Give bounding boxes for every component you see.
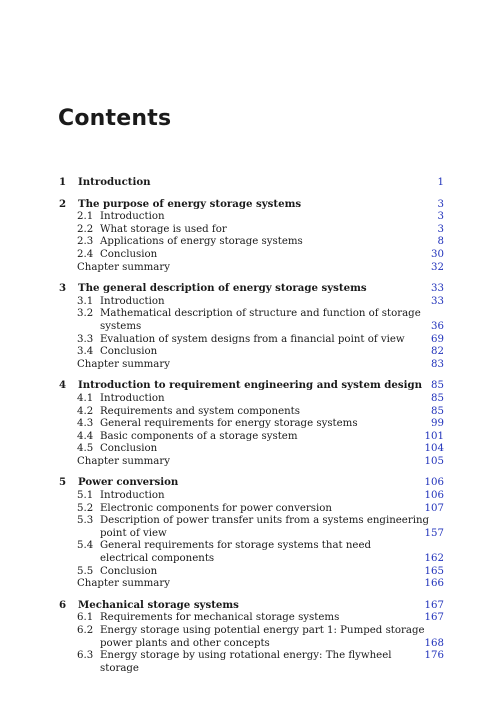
page-number-link[interactable]: 85 xyxy=(431,392,444,404)
section-title: Introduction xyxy=(100,392,165,404)
toc-chapter-entry[interactable] xyxy=(58,176,444,190)
section-title: General requirements for storage systems that need xyxy=(100,540,372,552)
page-number-link[interactable]: 85 xyxy=(431,380,444,392)
chapter-summary-label: Chapter summary xyxy=(77,358,170,370)
toc-section-entry[interactable] xyxy=(58,625,444,638)
chapter-summary-label: Chapter summary xyxy=(77,261,170,273)
chapter-summary-label: Chapter summary xyxy=(77,455,170,467)
toc-section-entry[interactable] xyxy=(58,443,444,456)
section-title: Description of power transfer units from a systems engineering xyxy=(100,515,430,527)
section-number: 4.4 xyxy=(77,430,94,442)
page-number-link[interactable]: 8 xyxy=(437,236,444,248)
toc-section-entry[interactable] xyxy=(58,224,444,237)
section-title: Conclusion xyxy=(100,346,158,358)
page-number-link[interactable]: 107 xyxy=(424,502,444,514)
section-number: 4.3 xyxy=(77,418,94,430)
page-number-link[interactable]: 105 xyxy=(424,455,444,467)
section-number: 5.1 xyxy=(77,490,94,502)
page-number-link[interactable]: 99 xyxy=(431,418,444,430)
section-number: 3.4 xyxy=(77,346,94,358)
section-number: 2.1 xyxy=(77,211,94,223)
section-title: Introduction xyxy=(100,490,165,502)
page-number-link[interactable]: 157 xyxy=(424,527,444,539)
toc-section-entry[interactable] xyxy=(58,612,444,625)
section-title: Requirements and system components xyxy=(100,405,301,417)
section-title: Introduction xyxy=(100,211,165,223)
table-of-contents xyxy=(58,174,444,675)
section-title: Conclusion xyxy=(100,248,158,260)
section-title: Electronic components for power conversion xyxy=(100,502,332,514)
section-title: Conclusion xyxy=(100,443,158,455)
section-number: 4.2 xyxy=(77,405,94,417)
section-number: 4.1 xyxy=(77,392,94,404)
section-number: 4.5 xyxy=(77,443,94,455)
page-number-link[interactable]: 3 xyxy=(437,223,444,235)
page-number-link[interactable]: 1 xyxy=(437,177,444,188)
toc-chapter-entry[interactable] xyxy=(58,198,444,212)
toc-section-entry[interactable] xyxy=(58,296,444,309)
chapter-number: 3 xyxy=(59,282,67,295)
page-number-link[interactable]: 69 xyxy=(431,333,444,345)
chapter-title: The general description of energy storage systems xyxy=(78,282,367,295)
page-number-link[interactable]: 106 xyxy=(424,477,444,489)
chapter-title: Introduction to requirement engineering and system design xyxy=(78,379,423,392)
section-number: 2.4 xyxy=(77,248,94,260)
section-number: 5.3 xyxy=(77,515,94,527)
chapter-number: 2 xyxy=(59,197,67,210)
chapter-summary-label: Chapter summary xyxy=(77,578,170,590)
chapter-number: 5 xyxy=(59,476,67,489)
page-number-link[interactable]: 82 xyxy=(431,346,444,358)
page-number-link[interactable]: 176 xyxy=(424,650,444,662)
section-number: 3.2 xyxy=(77,308,94,320)
section-title: Requirements for mechanical storage systems xyxy=(100,612,340,624)
toc-chapter-entry[interactable] xyxy=(58,599,444,613)
page-number-link[interactable]: 30 xyxy=(431,248,444,260)
toc-section-entry[interactable] xyxy=(58,566,444,579)
page-number-link[interactable]: 106 xyxy=(424,490,444,502)
page-number-link[interactable]: 168 xyxy=(424,637,444,649)
toc-section-continuation[interactable] xyxy=(58,553,444,566)
toc-section-entry[interactable] xyxy=(58,334,444,347)
section-title: Mathematical description of structure and function of storage xyxy=(100,308,421,320)
section-title: Evaluation of system designs from a financial point of view xyxy=(100,333,405,345)
section-number: 6.1 xyxy=(77,612,94,624)
toc-chapter-entry[interactable] xyxy=(58,282,444,296)
toc-section-entry[interactable] xyxy=(58,418,444,431)
toc-section-entry[interactable] xyxy=(58,346,444,359)
toc-section-continuation[interactable] xyxy=(58,638,444,651)
toc-section-entry[interactable] xyxy=(58,308,444,321)
page-number-link[interactable]: 3 xyxy=(437,198,444,210)
section-title-continued: power plants and other concepts xyxy=(100,637,270,649)
section-number: 2.2 xyxy=(77,223,94,235)
page-number-link[interactable]: 3 xyxy=(437,211,444,223)
chapter-number: 6 xyxy=(59,598,67,611)
toc-chapter-summary[interactable] xyxy=(58,359,444,372)
chapter-number: 4 xyxy=(59,379,67,392)
chapter-title: The purpose of energy storage systems xyxy=(78,197,302,210)
toc-chapter-summary[interactable] xyxy=(58,578,444,591)
page-number-link[interactable]: 33 xyxy=(431,295,444,307)
page-number-link[interactable]: 36 xyxy=(431,320,444,332)
toc-section-continuation[interactable] xyxy=(58,528,444,541)
toc-section-entry[interactable] xyxy=(58,249,444,262)
chapter-title: Mechanical storage systems xyxy=(78,598,239,611)
section-number: 5.5 xyxy=(77,565,94,577)
toc-chapter-entry[interactable] xyxy=(58,476,444,490)
page-number-link[interactable]: 162 xyxy=(424,553,444,565)
section-number: 3.3 xyxy=(77,333,94,345)
toc-section-entry[interactable] xyxy=(58,515,444,528)
chapter-title: Introduction xyxy=(78,176,151,188)
section-title: Basic components of a storage system xyxy=(100,430,298,442)
page-number-link[interactable]: 104 xyxy=(424,443,444,455)
section-number: 6.2 xyxy=(77,625,94,636)
toc-section-entry[interactable] xyxy=(58,650,444,675)
chapter-number: 1 xyxy=(59,176,67,188)
section-title: Energy storage using potential energy part 1: Pumped storage xyxy=(100,625,425,636)
toc-chapter-summary[interactable] xyxy=(58,456,444,469)
toc-section-entry[interactable] xyxy=(58,211,444,224)
page-number-link[interactable]: 166 xyxy=(424,578,444,590)
section-title: General requirements for energy storage systems xyxy=(100,418,358,430)
page-number-link[interactable]: 32 xyxy=(431,261,444,273)
toc-chapter-entry[interactable] xyxy=(58,379,444,393)
section-title-continued: point of view xyxy=(100,527,167,539)
section-number: 5.4 xyxy=(77,540,94,552)
section-number: 2.3 xyxy=(77,236,94,248)
toc-section-entry[interactable] xyxy=(58,490,444,503)
section-title-continued: systems xyxy=(100,320,142,332)
page-title: Contents xyxy=(58,106,172,131)
toc-chapter-summary[interactable] xyxy=(58,262,444,275)
section-number: 6.3 xyxy=(77,650,94,662)
toc-section-entry[interactable] xyxy=(58,503,444,516)
section-title: What storage is used for xyxy=(100,223,227,235)
section-number: 5.2 xyxy=(77,502,94,514)
page-number-link[interactable]: 85 xyxy=(431,405,444,417)
section-title: Energy storage by using rotational energy: The flywheel storage xyxy=(100,650,392,674)
toc-section-entry[interactable] xyxy=(58,540,444,553)
toc-section-continuation[interactable] xyxy=(58,321,444,334)
toc-section-entry[interactable] xyxy=(58,431,444,444)
section-title-continued: electrical components xyxy=(100,553,215,565)
section-title: Conclusion xyxy=(100,565,158,577)
page-number-link[interactable]: 167 xyxy=(424,599,444,611)
section-number: 3.1 xyxy=(77,295,94,307)
page-number-link[interactable]: 165 xyxy=(424,565,444,577)
toc-section-entry[interactable] xyxy=(58,236,444,249)
page-number-link[interactable]: 33 xyxy=(431,283,444,295)
chapter-title: Power conversion xyxy=(78,476,179,489)
section-title: Applications of energy storage systems xyxy=(100,236,303,248)
toc-section-entry[interactable] xyxy=(58,393,444,406)
section-title: Introduction xyxy=(100,295,165,307)
page-number-link[interactable]: 83 xyxy=(431,358,444,370)
toc-section-entry[interactable] xyxy=(58,406,444,419)
page-number-link[interactable]: 101 xyxy=(424,430,444,442)
page-number-link[interactable]: 167 xyxy=(424,612,444,624)
